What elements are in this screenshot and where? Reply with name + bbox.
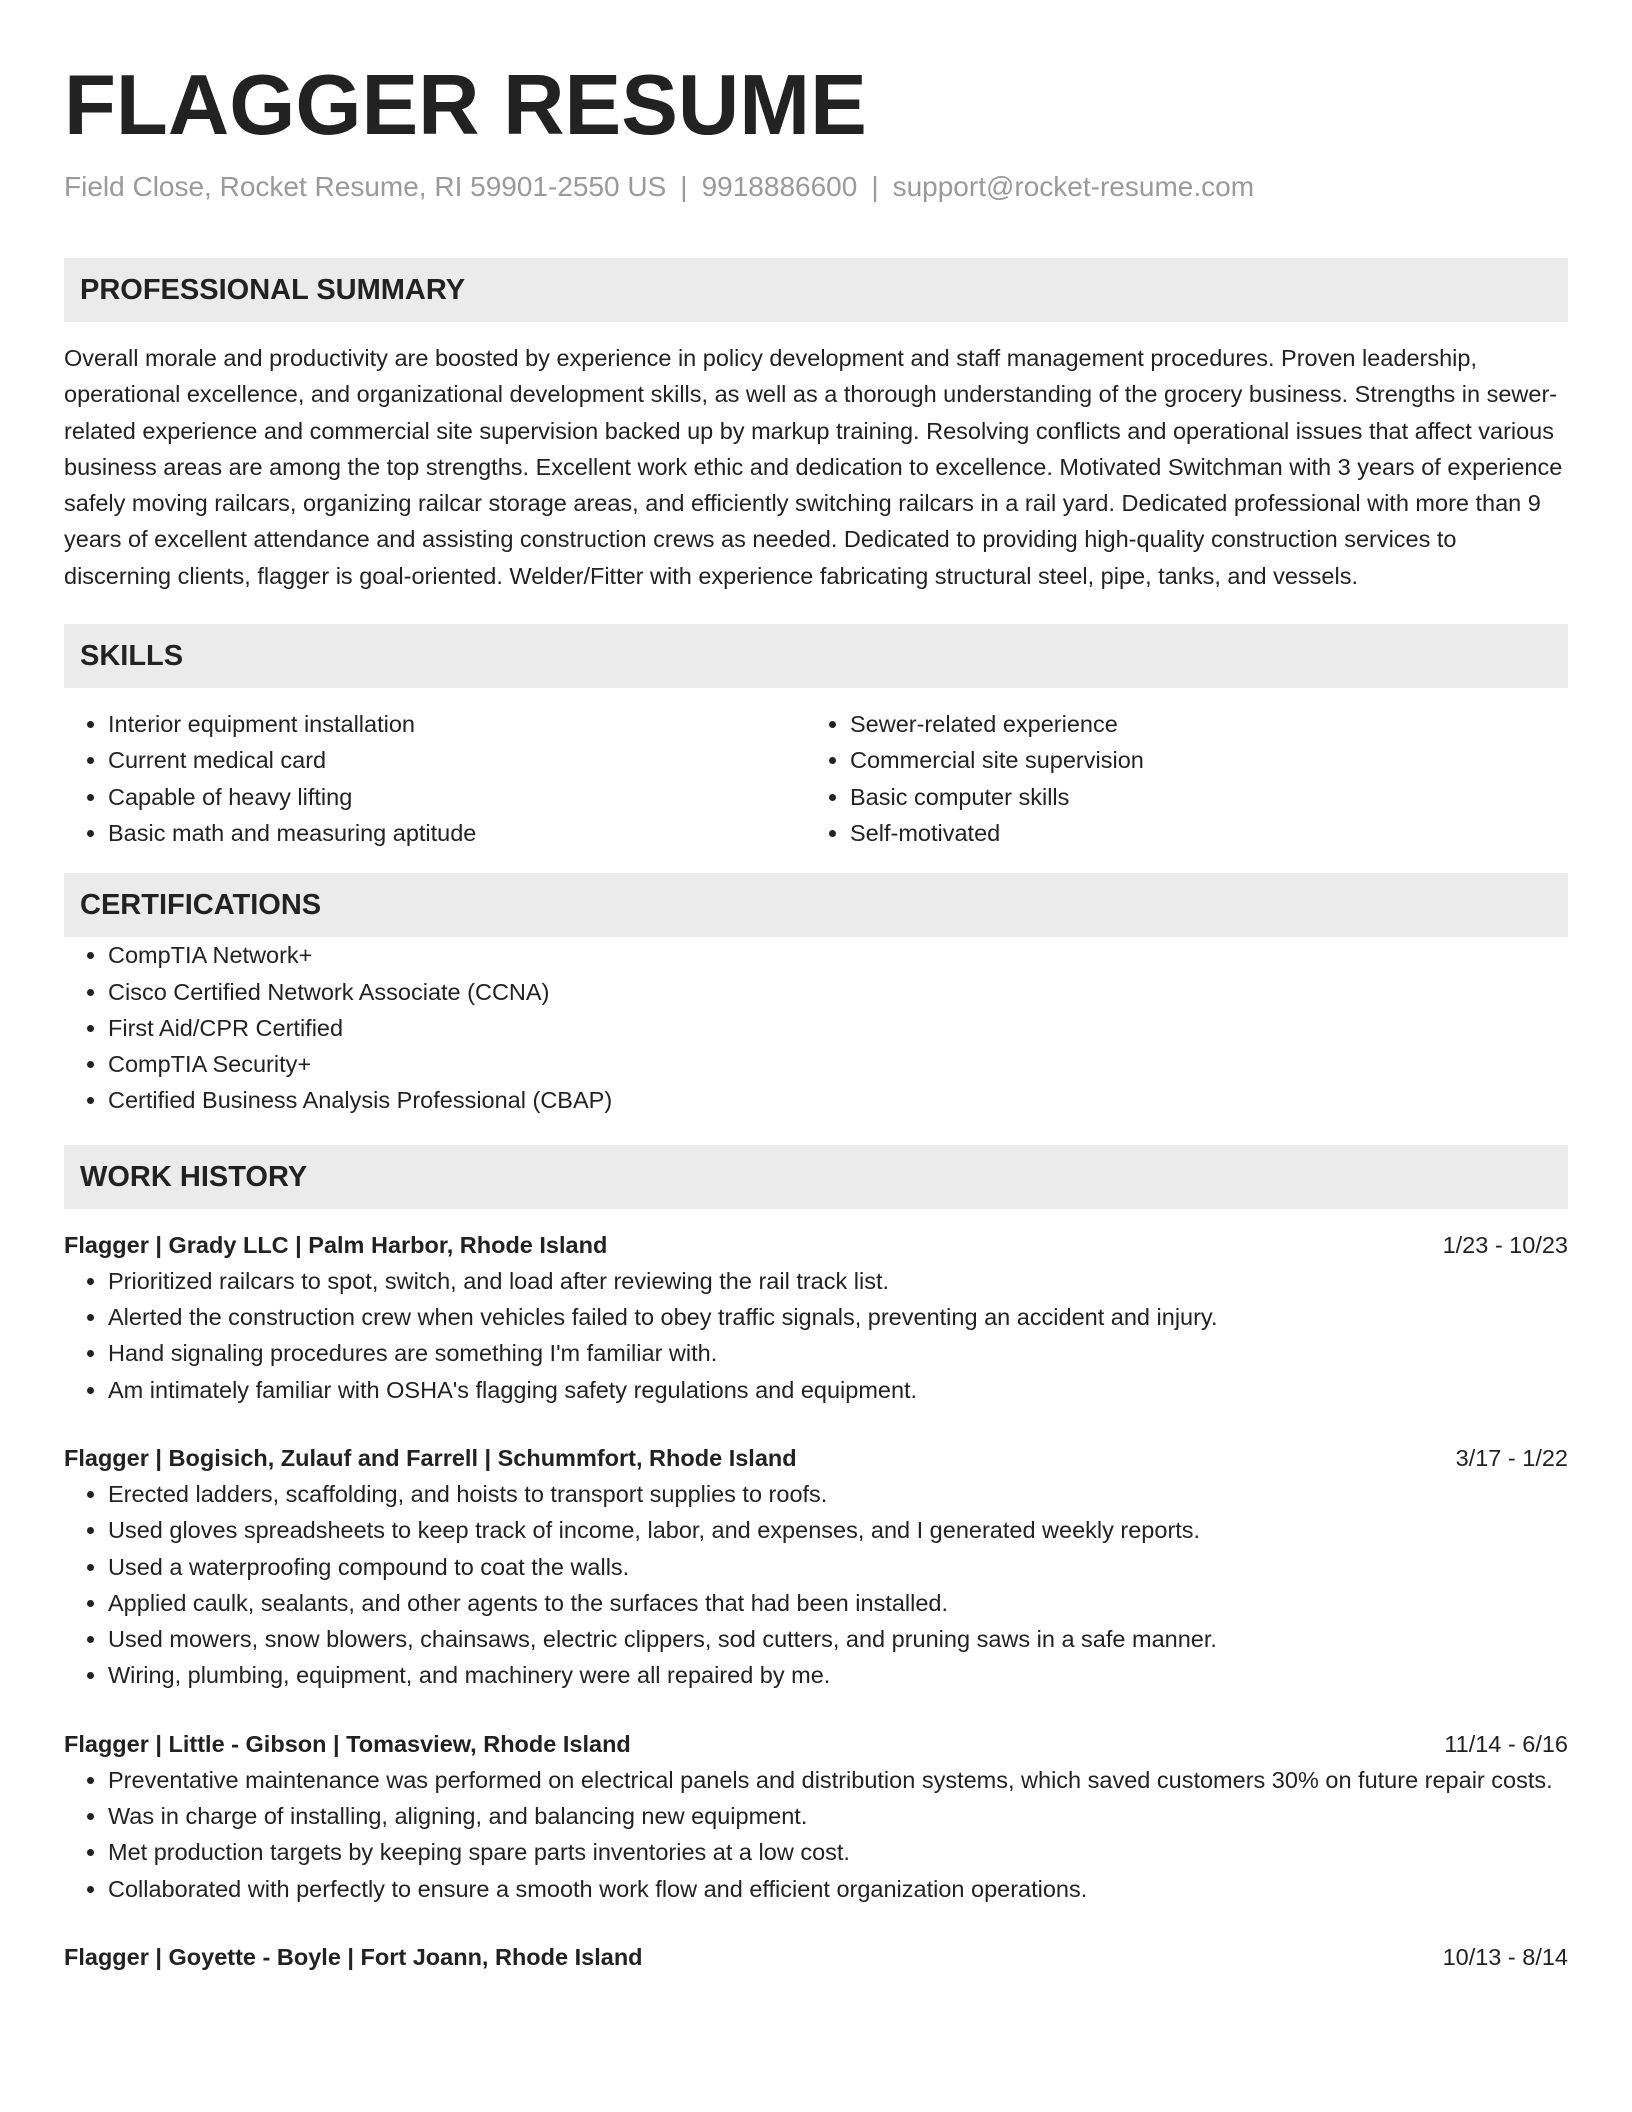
skill-item: • Self-motivated	[850, 815, 1548, 851]
job-entry	[64, 1227, 1568, 1408]
job-header	[64, 1939, 1568, 1975]
job-bullet: • Wiring, plumbing, equipment, and machinery were all repaired by me.	[108, 1657, 1568, 1693]
job-dates: 11/14 - 6/16	[1444, 1730, 1568, 1757]
skill-item: • Current medical card	[108, 742, 806, 778]
certification-item: • Cisco Certified Network Associate (CCNA)	[108, 974, 1568, 1010]
job-bullet: • Met production targets by keeping spare parts inventories at a low cost.	[108, 1834, 1568, 1870]
job-title: Flagger | Bogisich, Zulauf and Farrell | Schummfort, Rhode Island	[64, 1444, 797, 1471]
certifications-list	[64, 937, 1568, 1118]
certifications-heading: CERTIFICATIONS	[64, 873, 1568, 937]
contact-email: support@rocket-resume.com	[892, 171, 1255, 202]
contact-phone: 9918886600	[701, 171, 858, 202]
job-entry	[64, 1440, 1568, 1694]
skills-list-right	[806, 706, 1548, 851]
certification-item: • CompTIA Security+	[108, 1046, 1568, 1082]
skill-item: • Capable of heavy lifting	[108, 779, 806, 815]
job-bullet: • Used gloves spreadsheets to keep track of income, labor, and expenses, and I generated weekly reports.	[108, 1512, 1568, 1548]
summary-heading: PROFESSIONAL SUMMARY	[64, 258, 1568, 322]
job-bullet: • Alerted the construction crew when vehicles failed to obey traffic signals, preventing an accident and injury.	[108, 1299, 1568, 1335]
job-dates: 10/13 - 8/14	[1442, 1943, 1568, 1970]
job-bullet: • Am intimately familiar with OSHA's flagging safety regulations and equipment.	[108, 1372, 1568, 1408]
skills-list-left	[64, 706, 806, 851]
job-bullets	[64, 1263, 1568, 1408]
job-bullet: • Collaborated with perfectly to ensure a smooth work flow and efficient organization operations.	[108, 1871, 1568, 1907]
certification-item: • Certified Business Analysis Professional (CBAP)	[108, 1082, 1568, 1118]
job-title: Flagger | Little - Gibson | Tomasview, Rhode Island	[64, 1730, 631, 1757]
job-bullets	[64, 1476, 1568, 1694]
contact-separator: |	[871, 171, 879, 202]
summary-text: Overall morale and productivity are boosted by experience in policy development and staff management procedures. Proven leadership, operational excellence, and organizational development skills, as well as a thorough understanding of the grocery business. Strengths in sewer-related experience and commercial site supervision backed up by markup training. Resolving conflicts and operational issues that affect various business areas are among the top strengths. Excellent work ethic and dedication to excellence. Motivated Switchman with 3 years of experience safely moving railcars, organizing railcar storage areas, and efficiently switching railcars in a rail yard. Dedicated professional with more than 9 years of excellent attendance and assisting construction crews as needed. Dedicated to providing high-quality construction services to discerning clients, flagger is goal-oriented. Welder/Fitter with experience fabricating structural steel, pipe, tanks, and vessels.	[64, 345, 1563, 589]
job-entry	[64, 1726, 1568, 1907]
job-bullet: • Used a waterproofing compound to coat the walls.	[108, 1549, 1568, 1585]
job-bullet: • Prioritized railcars to spot, switch, and load after reviewing the rail track list.	[108, 1263, 1568, 1299]
certification-item: • First Aid/CPR Certified	[108, 1010, 1568, 1046]
job-title: Flagger | Grady LLC | Palm Harbor, Rhode Island	[64, 1231, 608, 1258]
skills-grid	[64, 706, 1568, 851]
job-title: Flagger | Goyette - Boyle | Fort Joann, Rhode Island	[64, 1943, 643, 1970]
job-bullet: • Erected ladders, scaffolding, and hoists to transport supplies to roofs.	[108, 1476, 1568, 1512]
job-header	[64, 1726, 1568, 1762]
job-entry	[64, 1939, 1568, 1975]
skill-item: • Commercial site supervision	[850, 742, 1548, 778]
skill-item: • Basic math and measuring aptitude	[108, 815, 806, 851]
skills-column-left	[64, 706, 806, 851]
work-history-heading: WORK HISTORY	[64, 1145, 1568, 1209]
resume-title: FLAGGER RESUME	[64, 58, 867, 153]
contact-line	[64, 170, 1568, 204]
certification-item: • CompTIA Network+	[108, 937, 1568, 973]
job-dates: 1/23 - 10/23	[1442, 1231, 1568, 1258]
skills-heading: SKILLS	[64, 624, 1568, 688]
skill-item: • Interior equipment installation	[108, 706, 806, 742]
job-dates: 3/17 - 1/22	[1455, 1444, 1568, 1471]
contact-address: Field Close, Rocket Resume, RI 59901-2550 US	[64, 171, 667, 202]
skill-item: • Basic computer skills	[850, 779, 1548, 815]
contact-separator: |	[680, 171, 688, 202]
job-bullet: • Used mowers, snow blowers, chainsaws, electric clippers, sod cutters, and pruning saws in a safe manner.	[108, 1621, 1568, 1657]
job-bullets	[64, 1762, 1568, 1907]
job-header	[64, 1227, 1568, 1263]
job-bullet: • Preventative maintenance was performed on electrical panels and distribution systems, which saved customers 30% on future repair costs.	[108, 1762, 1568, 1798]
skills-column-right	[806, 706, 1548, 851]
job-bullet: • Hand signaling procedures are something I'm familiar with.	[108, 1335, 1568, 1371]
job-header	[64, 1440, 1568, 1476]
skill-item: • Sewer-related experience	[850, 706, 1548, 742]
job-bullet: • Was in charge of installing, aligning, and balancing new equipment.	[108, 1798, 1568, 1834]
job-bullet: • Applied caulk, sealants, and other agents to the surfaces that had been installed.	[108, 1585, 1568, 1621]
